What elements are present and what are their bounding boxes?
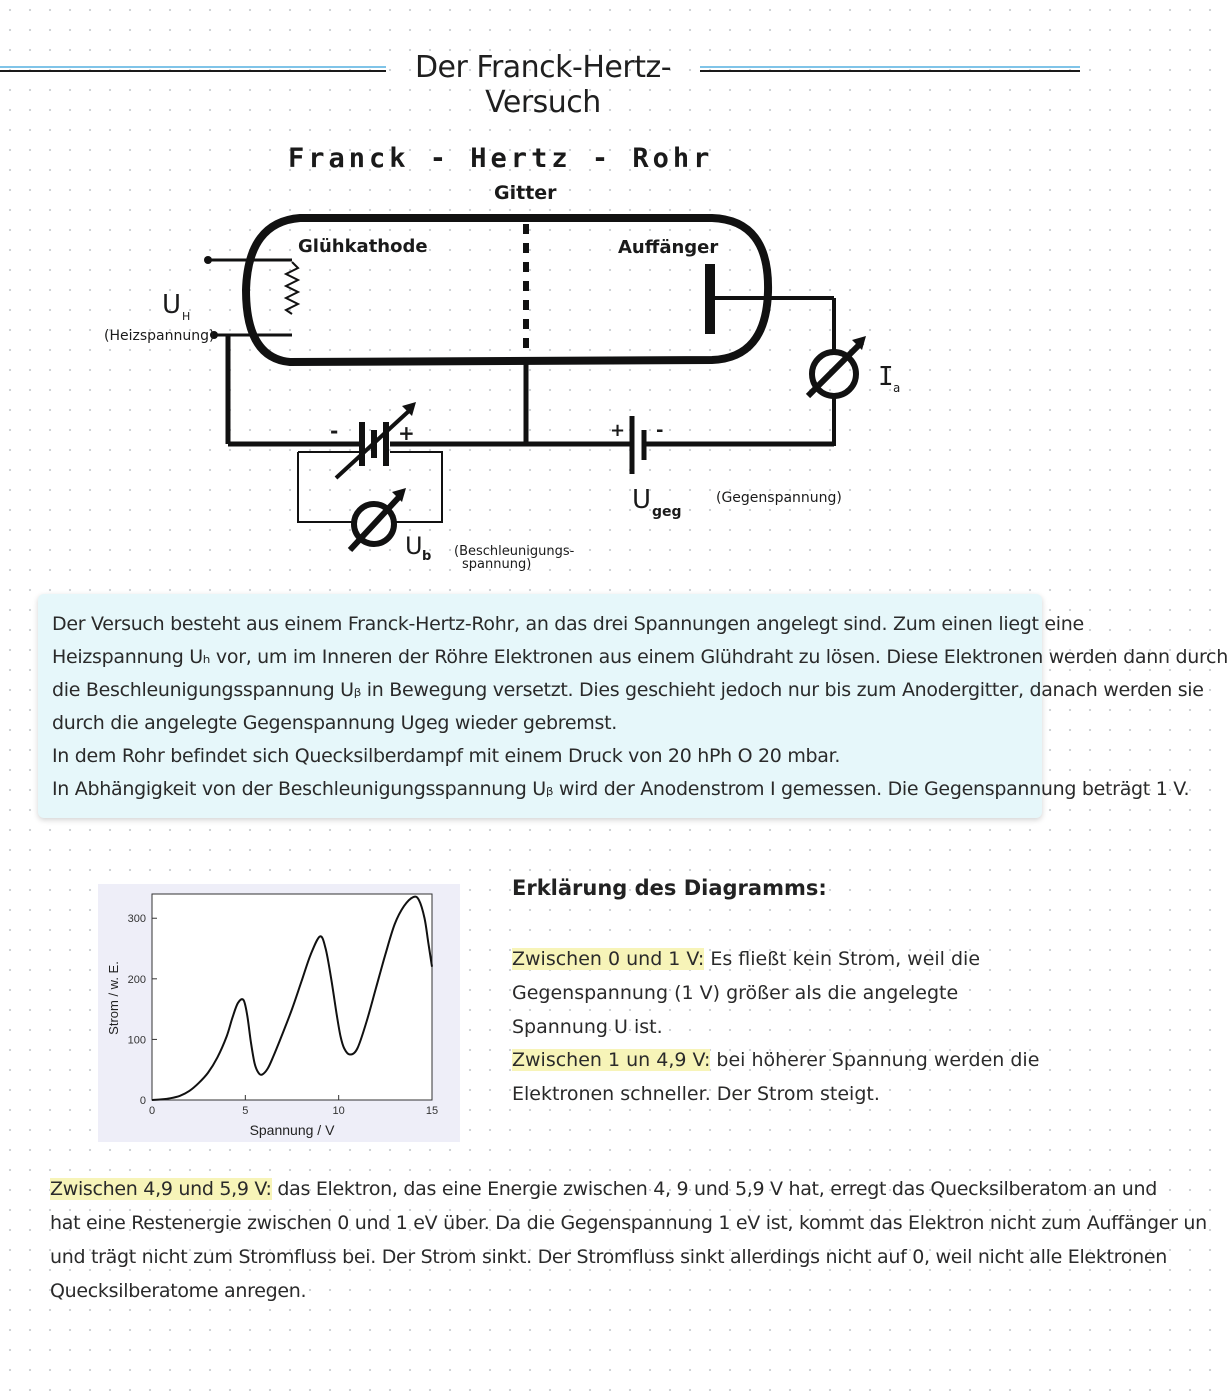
- explanation-title: Erklärung des Diagramms:: [512, 876, 827, 900]
- label-ub: U: [405, 532, 423, 560]
- current-voltage-chart: [98, 884, 460, 1142]
- explanation-para-1: [512, 942, 1052, 1044]
- info-line-6: In Abhängigkeit von der Beschleunigungsspannung Uᵦ wird der Anodenstrom I gemessen. Die Gegenspannung beträgt 1 V.: [52, 778, 1190, 800]
- label-ub-sub: b: [422, 549, 432, 564]
- chart-ytick-label-0: 0: [139, 1095, 146, 1107]
- explanation-p1-text-2: Gegenspannung (1 V) größer als die angelegte Spannung U ist.: [512, 982, 959, 1038]
- page-title: Der Franck-Hertz-Versuch: [414, 50, 672, 120]
- title-rule-right: [700, 66, 1080, 72]
- title-rule-left: [0, 66, 386, 72]
- bottom-line-4: Quecksilberatome anregen.: [50, 1280, 307, 1302]
- label-uh: U: [162, 290, 182, 320]
- franck-hertz-schematic: [0, 130, 1080, 590]
- info-line-2: Heizspannung Uₕ vor, um im Inneren der Röhre Elektronen aus einem Glühdraht zu lösen. Diese Elektronen werden dann durch: [52, 646, 1228, 668]
- chart-ylabel: Strom / w. E.: [106, 961, 121, 1035]
- explanation-p1-text-1: Es fließt kein Strom, weil die: [704, 948, 981, 970]
- chart-ytick-label-1: 100: [127, 1034, 146, 1047]
- chart-xtick-label-2: 10: [332, 1105, 345, 1117]
- chart-ytick-label-3: 300: [127, 913, 146, 926]
- heater-coil: [286, 262, 298, 314]
- bottom-line-1-text: das Elektron, das eine Energie zwischen 4, 9 und 5,9 V hat, erregt das Quecksilberatom an und: [271, 1178, 1158, 1200]
- bottom-line-3: und trägt nicht zum Stromfluss bei. Der Strom sinkt. Der Stromfluss sinkt allerdings nicht auf 0, weil nicht alle Elektronen: [50, 1246, 1167, 1268]
- label-ugeg: U: [632, 485, 652, 515]
- schematic-heading: Franck - Hertz - Rohr: [288, 143, 714, 174]
- info-line-4: durch die angelegte Gegenspannung Ugeg wieder gebremst.: [52, 712, 617, 734]
- info-line-1: Der Versuch besteht aus einem Franck-Hertz-Rohr, an das drei Spannungen angelegt sind. Zum einen liegt eine: [52, 613, 1084, 635]
- label-beschleunigung-1: (Beschleunigungs-: [454, 544, 575, 559]
- battery-ugeg: [632, 416, 644, 474]
- label-ia: I: [878, 362, 894, 392]
- info-line-5: In dem Rohr befindet sich Quecksilberdampf mit einem Druck von 20 hPh O 20 mbar.: [52, 745, 841, 767]
- bottom-line-1: [50, 1172, 1158, 1206]
- label-ub-plus: +: [398, 421, 415, 445]
- chart-xtick-label-3: 15: [425, 1105, 439, 1117]
- label-ia-sub: a: [893, 381, 901, 395]
- label-ugeg-sub: geg: [652, 504, 682, 520]
- label-ugeg-plus: +: [610, 420, 626, 441]
- explanation-p2-highlight: Zwischen 1 un 4,9 V:: [512, 1049, 711, 1071]
- label-ugeg-minus: -: [656, 420, 664, 441]
- bottom-paragraph: [50, 1172, 1207, 1308]
- chart-plot-area: [152, 894, 432, 1100]
- chart-xlabel: Spannung / V: [249, 1122, 335, 1138]
- label-gluehkathode: Glühkathode: [298, 236, 428, 257]
- chart-ytick-label-2: 200: [127, 973, 146, 986]
- label-beschleunigung-2: spannung): [462, 557, 532, 572]
- chart-container: [98, 884, 460, 1142]
- label-gegenspannung: (Gegenspannung): [716, 490, 842, 506]
- chart-xtick-label-1: 5: [242, 1105, 249, 1117]
- info-line-3: die Beschleunigungsspannung Uᵦ in Bewegung versetzt. Dies geschieht jedoch nur bis zum Anodergitter, danach werden sie: [52, 679, 1204, 701]
- chart-xtick-label-0: 0: [148, 1105, 156, 1117]
- label-uh-sub: H: [182, 310, 191, 323]
- label-auffaenger: Auffänger: [618, 237, 719, 258]
- bottom-highlight: Zwischen 4,9 und 5,9 V:: [50, 1178, 272, 1200]
- explanation-p2-text-1: bei höherer Spannung werden die: [710, 1049, 1040, 1071]
- label-heizspannung: (Heizspannung): [104, 328, 215, 344]
- bottom-line-2: hat eine Restenergie zwischen 0 und 1 eV über. Da die Gegenspannung 1 eV ist, kommt das Elektron nicht zum Auffänger un: [50, 1212, 1207, 1234]
- info-box: [38, 594, 1228, 818]
- explanation-p1-highlight: Zwischen 0 und 1 V:: [512, 948, 705, 970]
- explanation-p2-text-2: Elektronen schneller. Der Strom steigt.: [512, 1083, 880, 1105]
- label-gitter: Gitter: [494, 182, 557, 204]
- explanation-para-2: [512, 1043, 1052, 1111]
- label-ub-minus: -: [330, 419, 339, 443]
